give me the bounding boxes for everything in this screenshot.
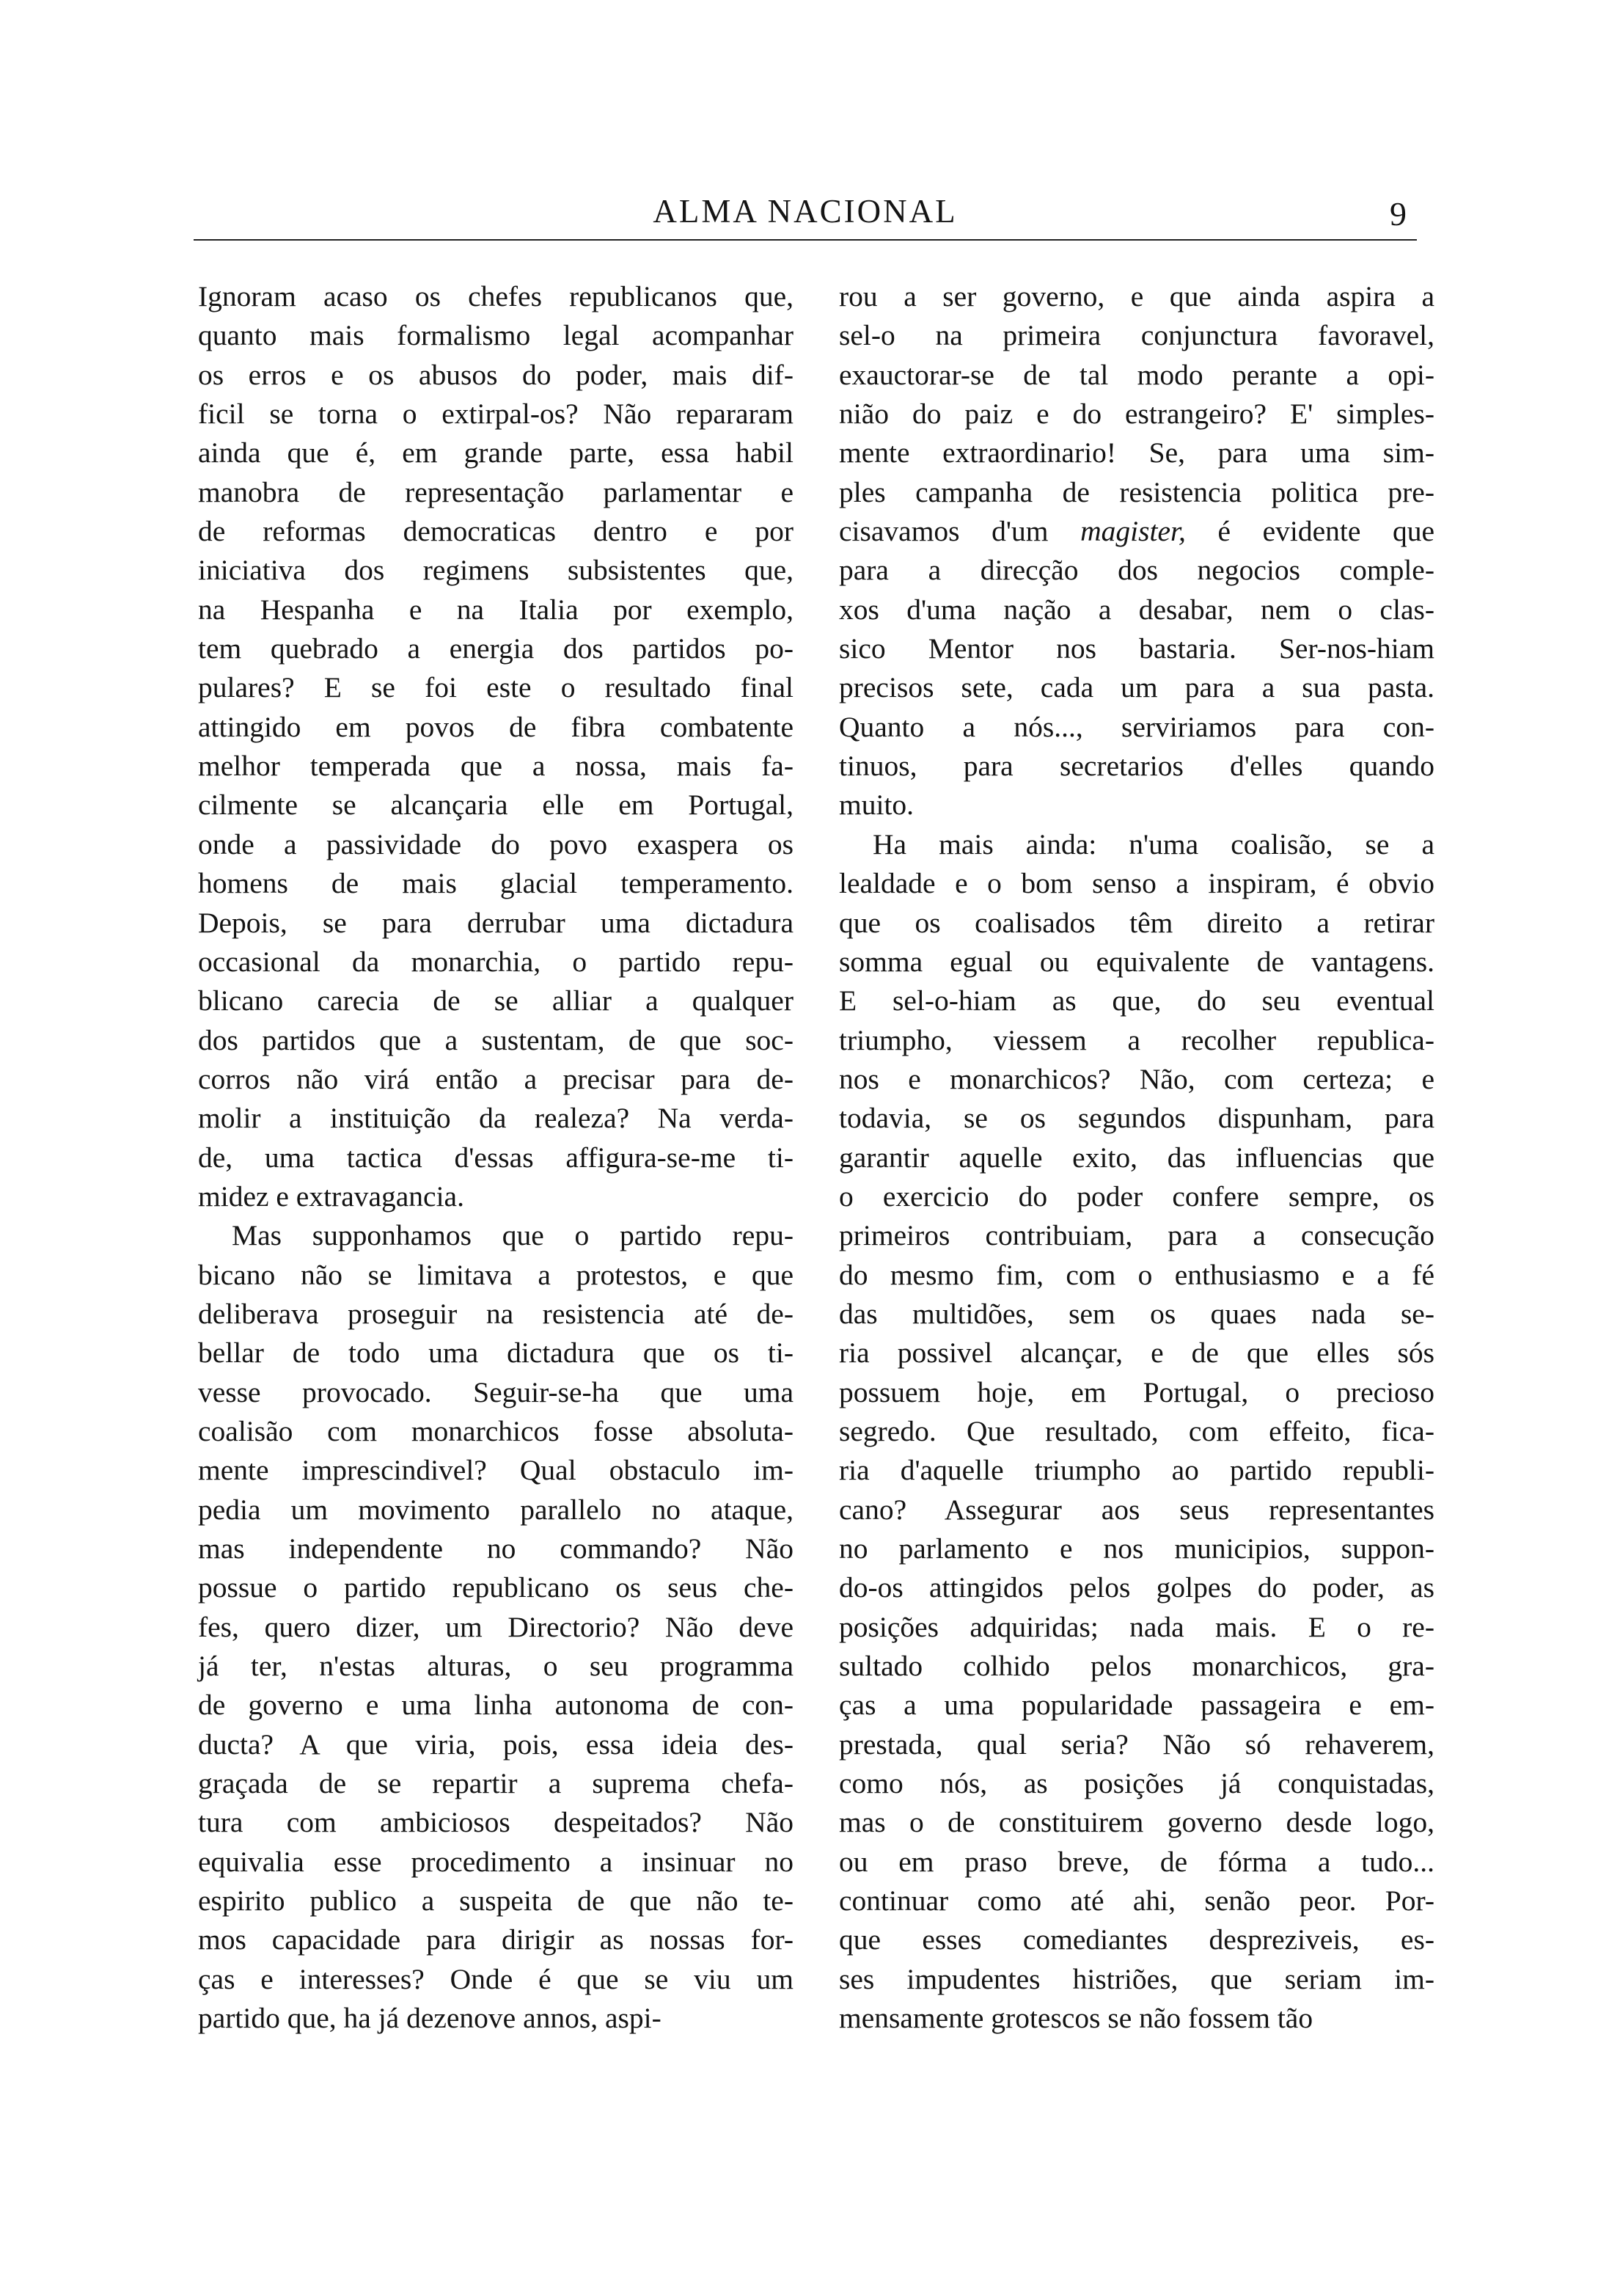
text-line: Ha mais ainda: n'uma coalisão, se a bbox=[873, 827, 1434, 860]
text-line: triumpho, viessem a recolher republica- bbox=[839, 1023, 1434, 1056]
text-line: rou a ser governo, e que ainda aspira a bbox=[839, 280, 1434, 312]
text-line: Depois, se para derrubar uma dictadura bbox=[198, 906, 793, 939]
text-line: já ter, n'estas alturas, o seu programma bbox=[198, 1650, 793, 1683]
text-line: ses impudentes histriões, que seriam im- bbox=[839, 1962, 1434, 1995]
text-line: ficil se torna o extirpal-os? Não repararam bbox=[198, 398, 793, 431]
text-line: mente imprescindivel? Qual obstaculo im- bbox=[198, 1454, 793, 1487]
text-line: ria possivel alcançar, e de que elles sós bbox=[839, 1337, 1434, 1370]
text-line: sico Mentor nos bastaria. Ser-nos-hiam bbox=[839, 632, 1434, 665]
text-line: possuem hoje, em Portugal, o precioso bbox=[839, 1375, 1434, 1408]
text-line: quanto mais formalismo legal acompanhar bbox=[198, 319, 793, 352]
text-line: mente extraordinario! Se, para uma sim- bbox=[839, 436, 1434, 469]
text-line: cano? Assegurar aos seus representantes bbox=[839, 1493, 1434, 1526]
text-line: ças e interesses? Onde é que se viu um bbox=[198, 1962, 793, 1995]
text-line: o exercicio do poder confere sempre, os bbox=[839, 1180, 1434, 1213]
text-line: sel-o na primeira conjunctura favoravel, bbox=[839, 319, 1434, 352]
text-line: attingido em povos de fibra combatente bbox=[198, 710, 793, 743]
text-line: pedia um movimento parallelo no ataque, bbox=[198, 1493, 793, 1526]
text-line: lealdade e o bom senso a inspiram, é obvio bbox=[839, 867, 1434, 900]
text-line: ducta? A que viria, pois, essa ideia des- bbox=[198, 1728, 793, 1761]
text-line: melhor temperada que a nossa, mais fa- bbox=[198, 750, 793, 783]
text-line: espirito publico a suspeita de que não te- bbox=[198, 1884, 793, 1917]
text-line: somma egual ou equivalente de vantagens. bbox=[839, 945, 1434, 978]
right-column bbox=[839, 277, 1434, 2038]
text-line: graçada de se repartir a suprema chefa- bbox=[198, 1767, 793, 1800]
text-line: cilmente se alcançaria elle em Portugal, bbox=[198, 789, 793, 822]
text-line: prestada, qual seria? Não só rehaverem, bbox=[839, 1728, 1434, 1761]
text-segment: cisavamos d'um bbox=[839, 515, 1081, 548]
text-line: tem quebrado a energia dos partidos po- bbox=[198, 632, 793, 665]
text-line: pulares? E se foi este o resultado final bbox=[198, 671, 793, 704]
text-line: de governo e uma linha autonoma de con- bbox=[198, 1689, 793, 1722]
text-line: blicano carecia de se alliar a qualquer bbox=[198, 984, 793, 1017]
text-line: ples campanha de resistencia politica pre- bbox=[839, 475, 1434, 508]
text-line: possue o partido republicano os seus che- bbox=[198, 1571, 793, 1604]
text-line: ainda que é, em grande parte, essa habil bbox=[198, 436, 793, 469]
running-header bbox=[194, 189, 1417, 233]
text-line: todavia, se os segundos dispunham, para bbox=[839, 1102, 1434, 1135]
text-line: vesse provocado. Seguir-se-ha que uma bbox=[198, 1375, 793, 1408]
text-line: Quanto a nós..., serviriamos para con- bbox=[839, 710, 1434, 743]
text-line: Ignoram acaso os chefes republicanos que, bbox=[198, 280, 793, 312]
text-line: homens de mais glacial temperamento. bbox=[198, 867, 793, 900]
running-title: ALMA NACIONAL bbox=[653, 193, 958, 230]
text-line: que esses comediantes despreziveis, es- bbox=[839, 1923, 1434, 1956]
text-line: que os coalisados têm direito a retirar bbox=[839, 906, 1434, 939]
text-line: fes, quero dizer, um Directorio? Não deve bbox=[198, 1610, 793, 1643]
text-line: ças a uma popularidade passageira e em- bbox=[839, 1689, 1434, 1722]
text-line: nos e monarchicos? Não, com certeza; e bbox=[839, 1062, 1434, 1095]
text-line: continuar como até ahi, senão peor. Por- bbox=[839, 1884, 1434, 1917]
text-line: corros não virá então a precisar para de- bbox=[198, 1062, 793, 1095]
text-line: tura com ambiciosos despeitados? Não bbox=[198, 1806, 793, 1839]
text-line: onde a passividade do povo exaspera os bbox=[198, 827, 793, 860]
text-line bbox=[839, 512, 1434, 551]
text-line: posições adquiridas; nada mais. E o re- bbox=[839, 1610, 1434, 1643]
text-line: partido que, ha já dezenove annos, aspi- bbox=[198, 2002, 661, 2035]
text-line: do mesmo fim, com o enthusiasmo e a fé bbox=[839, 1258, 1434, 1291]
text-line: deliberava proseguir na resistencia até de- bbox=[198, 1297, 793, 1330]
text-line: equivalia esse procedimento a insinuar no bbox=[198, 1845, 793, 1878]
text-line: tinuos, para secretarios d'elles quando bbox=[839, 750, 1434, 783]
text-line: bellar de todo uma dictadura que os ti- bbox=[198, 1337, 793, 1370]
text-line: manobra de representação parlamentar e bbox=[198, 475, 793, 508]
left-column bbox=[198, 277, 793, 2038]
text-line: dos partidos que a sustentam, de que soc- bbox=[198, 1023, 793, 1056]
text-line: midez e extravagancia. bbox=[198, 1180, 464, 1213]
text-line: os erros e os abusos do poder, mais dif- bbox=[198, 358, 793, 391]
text-line: bicano não se limitava a protestos, e que bbox=[198, 1258, 793, 1291]
text-line: para a direcção dos negocios comple- bbox=[839, 554, 1434, 587]
text-line: ria d'aquelle triumpho ao partido republi- bbox=[839, 1454, 1434, 1487]
text-line: de, uma tactica d'essas affigura-se-me ti- bbox=[198, 1141, 793, 1174]
text-line: muito. bbox=[839, 789, 915, 822]
text-line: de reformas democraticas dentro e por bbox=[198, 515, 793, 548]
text-line: xos d'uma nação a desabar, nem o clas- bbox=[839, 593, 1434, 626]
text-line: molir a instituição da realeza? Na verda- bbox=[198, 1102, 793, 1135]
text-line: primeiros contribuiam, para a consecução bbox=[839, 1219, 1434, 1252]
text-line: na Hespanha e na Italia por exemplo, bbox=[198, 593, 793, 626]
text-line: do-os attingidos pelos golpes do poder, as bbox=[839, 1571, 1434, 1604]
text-line: Mas supponhamos que o partido repu- bbox=[232, 1219, 793, 1252]
text-line: mensamente grotescos se não fossem tão bbox=[839, 2002, 1313, 2035]
text-line: garantir aquelle exito, das influencias que bbox=[839, 1141, 1434, 1174]
text-line: nião do paiz e do estrangeiro? E' simples- bbox=[839, 398, 1434, 431]
text-line: ou em praso breve, de fórma a tudo... bbox=[839, 1845, 1434, 1878]
text-line: precisos sete, cada um para a sua pasta. bbox=[839, 671, 1434, 704]
text-segment: é evidente que bbox=[1185, 515, 1435, 548]
page-number: 9 bbox=[1390, 195, 1407, 233]
text-line: mas independente no commando? Não bbox=[198, 1532, 793, 1565]
text-line: E sel-o-hiam as que, do seu eventual bbox=[839, 984, 1434, 1017]
text-line: segredo. Que resultado, com effeito, fica- bbox=[839, 1414, 1434, 1447]
text-line: mas o de constituirem governo desde logo, bbox=[839, 1806, 1434, 1839]
italic-term: magister, bbox=[1080, 515, 1186, 548]
text-line: como nós, as posições já conquistadas, bbox=[839, 1767, 1434, 1800]
text-line: no parlamento e nos municipios, suppon- bbox=[839, 1532, 1434, 1565]
text-line: iniciativa dos regimens subsistentes que, bbox=[198, 554, 793, 587]
text-line: sultado colhido pelos monarchicos, gra- bbox=[839, 1650, 1434, 1683]
text-line: coalisão com monarchicos fosse absoluta- bbox=[198, 1414, 793, 1447]
text-line: exauctorar-se de tal modo perante a opi- bbox=[839, 358, 1434, 391]
header-rule bbox=[194, 239, 1417, 241]
text-line: das multidões, sem os quaes nada se- bbox=[839, 1297, 1434, 1330]
text-line: mos capacidade para dirigir as nossas for- bbox=[198, 1923, 793, 1956]
text-line: occasional da monarchia, o partido repu- bbox=[198, 945, 793, 978]
